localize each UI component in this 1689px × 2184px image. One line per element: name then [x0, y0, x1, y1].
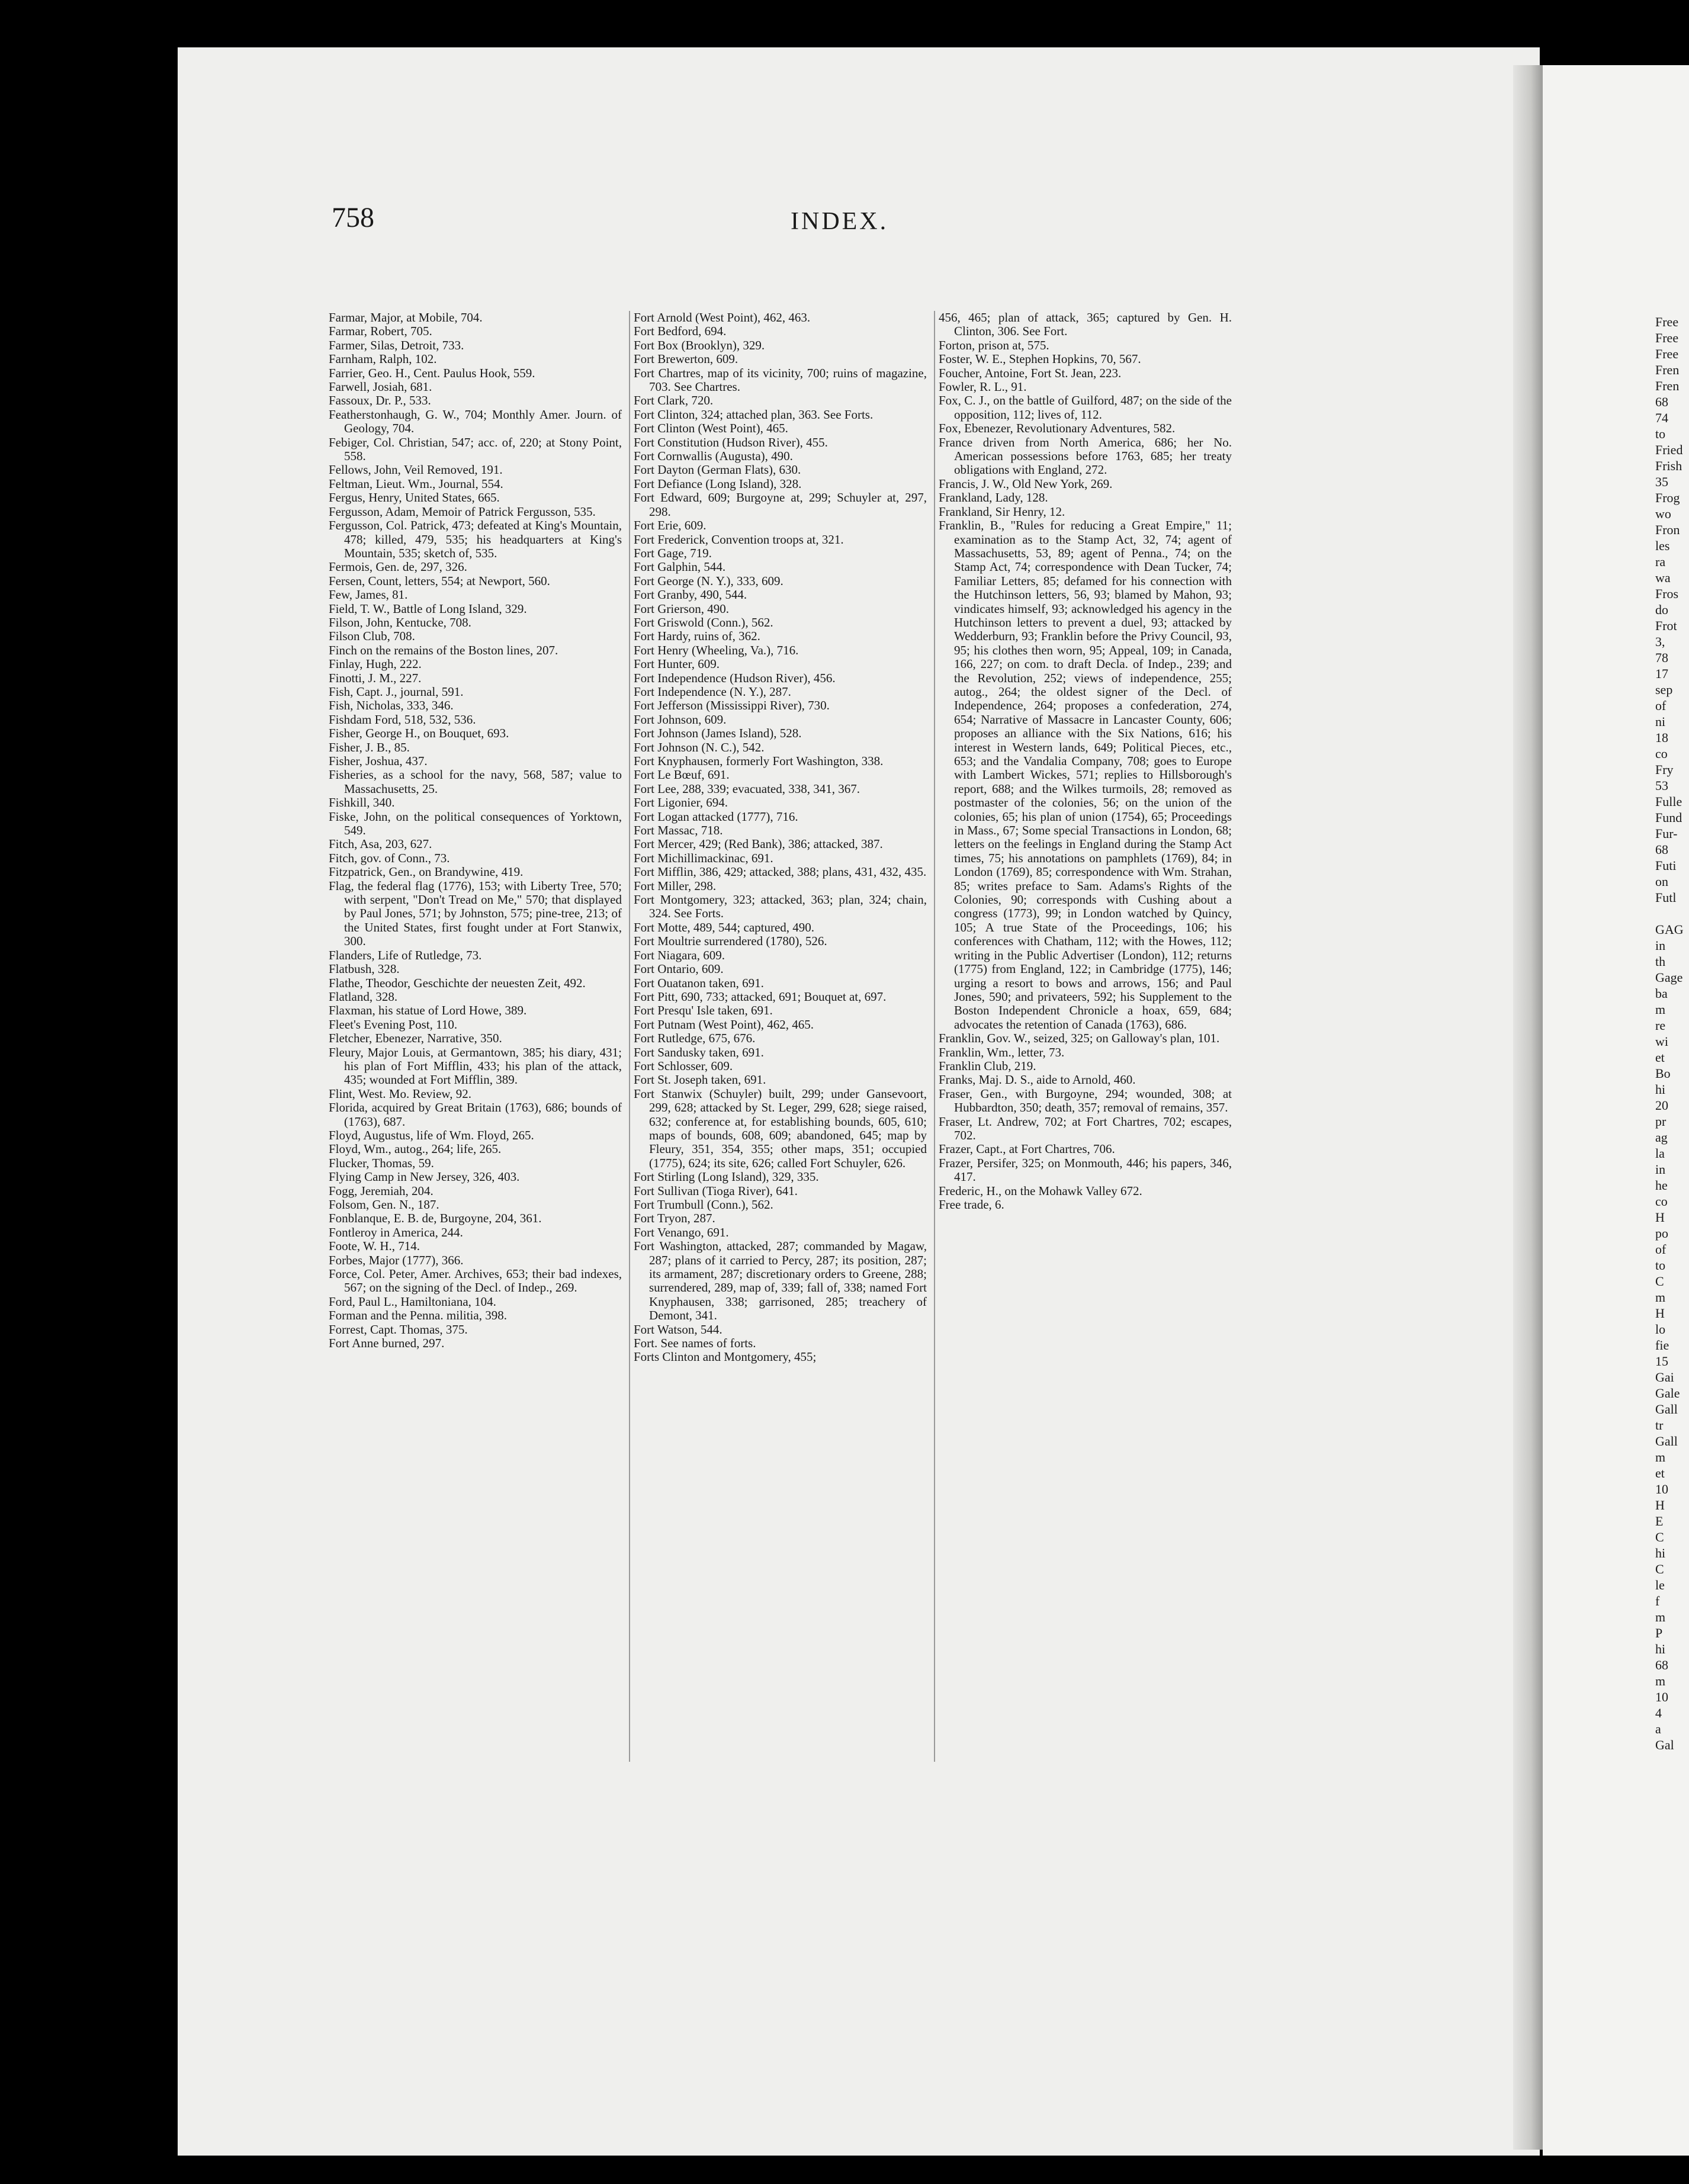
facing-page-fragment: a — [1655, 1721, 1661, 1736]
facing-page-fragment: Fund — [1655, 810, 1682, 825]
index-entry: Fort Henry (Wheeling, Va.), 716. — [634, 643, 799, 657]
index-entry: Fort Venango, 691. — [634, 1225, 729, 1239]
index-entry: Fergusson, Adam, Memoir of Patrick Fergusson, 535. — [329, 504, 596, 519]
facing-page-fragment: E — [1655, 1514, 1664, 1528]
index-entry: Frederic, H., on the Mohawk Valley 672. — [939, 1183, 1142, 1198]
facing-page-fragment: C — [1655, 1530, 1664, 1544]
index-entry: Finch on the remains of the Boston lines, 207. — [329, 643, 558, 657]
index-entry: Fort Box (Brooklyn), 329. — [634, 338, 765, 352]
index-entry: Farmar, Robert, 705. — [329, 324, 432, 339]
index-entry: Fort Le Bœuf, 691. — [634, 767, 730, 782]
index-entry: Franklin Club, 219. — [939, 1058, 1036, 1073]
index-entry: Franks, Maj. D. S., aide to Arnold, 460. — [939, 1072, 1136, 1087]
index-entry: Finotti, J. M., 227. — [329, 670, 422, 685]
facing-page-fragment: wo — [1655, 506, 1671, 521]
index-entry: Fontleroy in America, 244. — [329, 1225, 463, 1239]
column-rule — [629, 311, 630, 1762]
index-entry: Fitzpatrick, Gen., on Brandywine, 419. — [329, 865, 524, 879]
index-entry: Fort Putnam (West Point), 462, 465. — [634, 1017, 814, 1032]
index-entry: Fergus, Henry, United States, 665. — [329, 490, 500, 505]
index-entry: Fort Brewerton, 609. — [634, 352, 738, 367]
facing-page-fragment: pr — [1655, 1114, 1666, 1129]
facing-page-fragment: co — [1655, 746, 1668, 761]
index-entry: Franklin, B., "Rules for reducing a Great Empire," 11; examination as to the Stamp Act, 32, 74; agent of Massachusetts, 53, 89; agent of Penna., 74; on the Stamp Act, 74; correspondence with Dean Tucker, 74; Familiar Letters, 85; defamed for his connection with the Hutchinson letters, 56, 93; blamed by Mahon, 93; vindicates himself, 93; acknowledged his agency in the Hutchinson letters to prevent a duel, 93; attacked by Wedderburn, 93; Franklin before the Privy Council, 93, 95; his clothes then worn, 95; Appeal, 109; in Canada, 166, 227; on com. to draft Decla. of Indep., 239; and the Revolution, 252; views of independence, 255; autog., 264; the oldest signer of the Decl. of Independence, 264; proposes a confederation, 274, 654; Narrative of Massacre in Lancaster County, 606; proposes an alliance with the Six Nations, 616; his interest in Western lands, 649; Political Pieces, etc., 653; and the Vandalia Company, 708; goes to Europe with Lambert Wickes, 571; replies to Hillsborough's report, 688; and the Wilkes turmoils, 28; removed as postmaster of the colonies, 56; on the union of the colonies, 65; his plan of union (1754), 65; Proceedings in Mass., 67; Some special Transactions in London, 68; letters on the feelings in England during the Stamp Act times, 75; his annotations on pamphlets (1769), 84; in London (1769), 85; correspondence with Wm. Strahan, 85; writes preface to Sam. Adams's Rights of the Colonies, 90; corresponds with Cushing about a congress (1773), 99; in London watched by Quincy, 105; A true State of the Proceedings, 106; his conferences with Chatham, 112; with the Howes, 112; writing in the Public Advertiser (London), 112; returns (1775) from England, 122; in Cambridge (1775), 146; urging a resort to bows and arrows, 156; and Paul Jones, 590; and privateers, 592; his Supplement to the Boston Independent Chronicle a hoax, 659, 684; advocates the retention of Canada (1763), 686. — [939, 518, 1232, 1032]
facing-page-fragment: 20 — [1655, 1098, 1668, 1113]
running-head: INDEX. — [791, 208, 889, 235]
index-entry: Fort Griswold (Conn.), 562. — [634, 615, 773, 629]
index-entry: Farmer, Silas, Detroit, 733. — [329, 338, 464, 352]
facing-page-fragment: Fron — [1655, 522, 1680, 537]
facing-page-fragment: Futi — [1655, 858, 1677, 873]
facing-page-fragment: 35 — [1655, 474, 1668, 489]
index-entry: Ford, Paul L., Hamiltoniana, 104. — [329, 1294, 496, 1309]
index-entry: Farnham, Ralph, 102. — [329, 352, 437, 367]
index-entry: Fort Granby, 490, 544. — [634, 587, 747, 602]
index-entry: Fitch, Asa, 203, 627. — [329, 837, 432, 852]
index-entry: Fort Anne burned, 297. — [329, 1336, 445, 1351]
facing-page-fragment: C — [1655, 1562, 1664, 1576]
facing-page-fragment: wa — [1655, 570, 1671, 585]
index-entry: Fergusson, Col. Patrick, 473; defeated at King's Mountain, 478; killed, 479, 535; his headquarters at King's Mountain, 535; sketch of, 535. — [329, 518, 622, 560]
index-entry: Flanders, Life of Rutledge, 73. — [329, 948, 482, 962]
index-entry: Farwell, Josiah, 681. — [329, 380, 432, 394]
index-entry: Fassoux, Dr. P., 533. — [329, 393, 431, 408]
facing-page-fragment: Fur- — [1655, 826, 1678, 841]
index-entry: Florida, acquired by Great Britain (1763), 686; bounds of (1763), 687. — [329, 1100, 622, 1129]
index-entry: Fonblanque, E. B. de, Burgoyne, 204, 361. — [329, 1211, 542, 1226]
facing-page-fragment: hi — [1655, 1082, 1666, 1097]
facing-page-fragment: th — [1655, 954, 1666, 969]
facing-page-fragment: to — [1655, 1258, 1666, 1273]
index-entry: Fort Stirling (Long Island), 329, 335. — [634, 1170, 819, 1184]
facing-page-fragment: Fried — [1655, 442, 1683, 457]
index-entry: Finlay, Hugh, 222. — [329, 657, 422, 672]
facing-page-fragment: le — [1655, 1578, 1665, 1592]
facing-page-fragment: in — [1655, 938, 1666, 953]
index-entry: Fort Gage, 719. — [634, 545, 712, 560]
index-column-2 — [634, 311, 927, 1364]
facing-page-fragment: ni — [1655, 714, 1666, 729]
index-entry: Fish, Capt. J., journal, 591. — [329, 684, 464, 699]
index-entry: Foote, W. H., 714. — [329, 1239, 420, 1254]
facing-page-fragment: ra — [1655, 554, 1666, 569]
index-entry: Fort Miller, 298. — [634, 878, 717, 893]
facing-page-fragment: of — [1655, 1242, 1666, 1257]
index-entry: Fort Cornwallis (Augusta), 490. — [634, 449, 793, 464]
facing-page-fragment: ag — [1655, 1130, 1668, 1145]
facing-page-fragment: tr — [1655, 1418, 1664, 1433]
index-entry: Fort Galphin, 544. — [634, 560, 726, 574]
index-entry: Fort Rutledge, 675, 676. — [634, 1031, 756, 1046]
index-entry: Frazer, Capt., at Fort Chartres, 706. — [939, 1142, 1115, 1157]
index-entry: Fletcher, Ebenezer, Narrative, 350. — [329, 1031, 502, 1046]
index-entry: Flatland, 328. — [329, 989, 398, 1004]
index-entry: Flying Camp in New Jersey, 326, 403. — [329, 1170, 520, 1184]
index-entry: Force, Col. Peter, Amer. Archives, 653; their bad indexes, 567; on the signing of the Decl. of Indep., 269. — [329, 1267, 622, 1295]
facing-page-fragment: Frish — [1655, 458, 1682, 473]
facing-page-fragment: Fros — [1655, 586, 1679, 601]
index-entry: Fort Defiance (Long Island), 328. — [634, 476, 802, 491]
index-entry: Fort Johnson (N. C.), 542. — [634, 740, 765, 754]
facing-page-fragment: H — [1655, 1210, 1665, 1225]
facing-page — [1543, 65, 1689, 2156]
index-entry: Fort Independence (Hudson River), 456. — [634, 670, 836, 685]
index-entry: Fraser, Lt. Andrew, 702; at Fort Chartres, 702; escapes, 702. — [939, 1114, 1232, 1142]
index-entry: Fort Moultrie surrendered (1780), 526. — [634, 934, 827, 949]
index-entry: Fort Johnson, 609. — [634, 712, 727, 727]
facing-page-fragment: lo — [1655, 1322, 1666, 1337]
index-entry: Foucher, Antoine, Fort St. Jean, 223. — [939, 365, 1122, 380]
facing-page-fragment: f — [1655, 1594, 1660, 1608]
facing-page-fragment: et — [1655, 1050, 1665, 1065]
index-entry: Fermois, Gen. de, 297, 326. — [329, 560, 467, 574]
facing-page-fragment: wi — [1655, 1034, 1668, 1049]
facing-page-fragment: Gale — [1655, 1386, 1680, 1401]
facing-page-fragment: et — [1655, 1466, 1665, 1480]
facing-page-fragment: 15 — [1655, 1354, 1668, 1369]
index-entry: Fort Constitution (Hudson River), 455. — [634, 435, 828, 449]
index-entry: Fort Watson, 544. — [634, 1322, 723, 1337]
index-entry: France driven from North America, 686; her No. American possessions before 1763, 685; her treaty obligations with England, 272. — [939, 435, 1232, 477]
facing-page-fragment: 3, — [1655, 634, 1665, 649]
index-entry: Folsom, Gen. N., 187. — [329, 1197, 439, 1212]
index-entry: Fox, Ebenezer, Revolutionary Adventures, 582. — [939, 421, 1176, 436]
index-entry: Fort Grierson, 490. — [634, 601, 729, 616]
facing-page-fragment: GAG — [1655, 922, 1684, 937]
facing-page-fragment: ba — [1655, 986, 1668, 1001]
index-entry: Fort Clark, 720. — [634, 393, 714, 408]
facing-page-fragment: 68 — [1655, 842, 1668, 857]
index-entry: Fort. See names of forts. — [634, 1336, 756, 1351]
index-entry: Fleet's Evening Post, 110. — [329, 1017, 458, 1032]
index-entry: Fort Chartres, map of its vicinity, 700; ruins of magazine, 703. See Chartres. — [634, 365, 927, 394]
index-entry: Fort Jefferson (Mississippi River), 730. — [634, 698, 830, 713]
index-entry: Febiger, Col. Christian, 547; acc. of, 220; at Stony Point, 558. — [329, 435, 622, 464]
facing-page-fragment: on — [1655, 874, 1668, 889]
index-column-1 — [329, 311, 622, 1350]
facing-page-fragment: do — [1655, 602, 1668, 617]
index-entry: Fort Sandusky taken, 691. — [634, 1045, 764, 1059]
index-entry: 456, 465; plan of attack, 365; captured by Gen. H. Clinton, 306. See Fort. — [939, 310, 1232, 339]
index-entry: Fersen, Count, letters, 554; at Newport, 560. — [329, 573, 550, 588]
index-entry: Franklin, Wm., letter, 73. — [939, 1045, 1065, 1059]
index-entry: Franklin, Gov. W., seized, 325; on Galloway's plan, 101. — [939, 1031, 1220, 1046]
facing-page-fragment: 68 — [1655, 394, 1668, 409]
facing-page-fragment: in — [1655, 1162, 1666, 1177]
facing-page-fragment: of — [1655, 698, 1666, 713]
index-entry: Fiske, John, on the political consequences of Yorktown, 549. — [329, 809, 622, 838]
facing-page-fragment: H — [1655, 1498, 1665, 1512]
facing-page-fragment: C — [1655, 1274, 1664, 1289]
index-entry: Fort George (N. Y.), 333, 609. — [634, 573, 784, 588]
facing-page-fragment: 18 — [1655, 730, 1668, 745]
facing-page-fragment: m — [1655, 1610, 1666, 1624]
facing-page-fragment: 78 — [1655, 650, 1668, 665]
facing-page-fragment: 53 — [1655, 778, 1668, 793]
facing-page-fragment: Gage — [1655, 970, 1683, 985]
index-entry: Few, James, 81. — [329, 587, 408, 602]
index-entry: Fort Frederick, Convention troops at, 321. — [634, 532, 844, 547]
index-entry: Fort Washington, attacked, 287; commanded by Magaw, 287; plans of it carried to Percy, 287; its position, 287; its armament, 287; discretionary orders to Greene, 288; surrendered, 289, map of, 339; fall of, 338; named Fort Knyphausen, 338; garrisoned, 285; treachery of Demont, 341. — [634, 1239, 927, 1323]
index-entry: Fitch, gov. of Conn., 73. — [329, 850, 450, 865]
index-entry: Farrier, Geo. H., Cent. Paulus Hook, 559. — [329, 365, 535, 380]
facing-page-fragment: m — [1655, 1290, 1666, 1305]
index-entry: Fisher, J. B., 85. — [329, 740, 410, 754]
facing-page-fragment: hi — [1655, 1546, 1666, 1560]
index-entry: Fort Ligonier, 694. — [634, 795, 728, 810]
index-entry: Fort Mifflin, 386, 429; attacked, 388; plans, 431, 432, 435. — [634, 865, 927, 879]
index-entry: Fort Erie, 609. — [634, 518, 707, 533]
index-entry: Fort Bedford, 694. — [634, 324, 727, 339]
facing-page-fragment: P — [1655, 1626, 1663, 1640]
facing-page-fragment: Free — [1655, 314, 1679, 329]
index-entry: Fort Mercer, 429; (Red Bank), 386; attacked, 387. — [634, 837, 883, 852]
facing-page-fragment: Gall — [1655, 1402, 1678, 1417]
index-entry: Fort Tryon, 287. — [634, 1211, 715, 1226]
facing-page-fragment: les — [1655, 538, 1670, 553]
facing-page-fragment: Gall — [1655, 1434, 1678, 1448]
facing-page-fragment: 10 — [1655, 1482, 1668, 1496]
facing-page-fragment: 17 — [1655, 666, 1668, 681]
index-entry: Floyd, Wm., autog., 264; life, 265. — [329, 1142, 502, 1157]
facing-page-fragment: sep — [1655, 682, 1673, 697]
facing-page-fragment: 10 — [1655, 1690, 1668, 1704]
index-entry: Flaxman, his statue of Lord Howe, 389. — [329, 1003, 527, 1018]
facing-page-fragment: re — [1655, 1018, 1666, 1033]
index-entry: Frankland, Sir Henry, 12. — [939, 504, 1065, 519]
index-entry: Fort Motte, 489, 544; captured, 490. — [634, 920, 815, 934]
index-entry: Fort Stanwix (Schuyler) built, 299; under Gansevoort, 299, 628; attacked by St. Leger, 299, 628; siege raised, 632; conference at, for establishing bounds, 605, 610; maps of bounds, 608, 609; abandoned, 645; map by Fleury, 351, 354, 355; other maps, 351; occupied (1775), 624; its site, 626; called Fort Schuyler, 626. — [634, 1086, 927, 1170]
facing-page-fragment: Gai — [1655, 1370, 1674, 1385]
index-entry: Forton, prison at, 575. — [939, 338, 1049, 352]
index-entry: Flint, West. Mo. Review, 92. — [329, 1086, 471, 1101]
index-entry: Francis, J. W., Old New York, 269. — [939, 476, 1113, 491]
index-entry: Frazer, Persifer, 325; on Monmouth, 446; his papers, 346, 417. — [939, 1155, 1232, 1184]
facing-page-fragment: Gal — [1655, 1737, 1674, 1752]
facing-page-fragment: fie — [1655, 1338, 1669, 1353]
facing-page-fragment: Free — [1655, 330, 1679, 345]
index-entry: Filson, John, Kentucke, 708. — [329, 615, 471, 629]
index-entry: Fisheries, as a school for the navy, 568, 587; value to Massachusetts, 25. — [329, 767, 622, 796]
facing-page-fragments — [1655, 314, 1689, 1753]
facing-page-fragment: 68 — [1655, 1658, 1668, 1672]
facing-page-fragment: Futl — [1655, 890, 1677, 905]
index-entry: Fort Ouatanon taken, 691. — [634, 975, 764, 990]
index-entry: Fisher, Joshua, 437. — [329, 754, 428, 768]
index-entry: Floyd, Augustus, life of Wm. Floyd, 265. — [329, 1128, 534, 1142]
facing-page-fragment: H — [1655, 1306, 1665, 1321]
index-entry: Fort Pitt, 690, 733; attacked, 691; Bouquet at, 697. — [634, 989, 887, 1004]
facing-page-fragment: po — [1655, 1226, 1668, 1241]
facing-page-fragment: to — [1655, 426, 1666, 441]
index-entry: Fort Montgomery, 323; attacked, 363; plan, 324; chain, 324. See Forts. — [634, 892, 927, 921]
index-entry: Filson Club, 708. — [329, 629, 415, 644]
index-entry: Fort St. Joseph taken, 691. — [634, 1072, 766, 1087]
facing-page-fragment: Fulle — [1655, 794, 1682, 809]
page-number: 758 — [332, 202, 374, 233]
facing-page-fragment — [1655, 905, 1689, 921]
index-entry: Forbes, Major (1777), 366. — [329, 1252, 464, 1267]
index-entry: Fort Trumbull (Conn.), 562. — [634, 1197, 773, 1212]
index-entry: Fort Logan attacked (1777), 716. — [634, 809, 798, 824]
index-entry: Forrest, Capt. Thomas, 375. — [329, 1322, 468, 1337]
index-entry: Flatbush, 328. — [329, 962, 400, 977]
index-entry: Flag, the federal flag (1776), 153; with Liberty Tree, 570; with serpent, "Don't Tread on Me," 570; that displayed by Paul Jones, 571; by Johnston, 575; pine-tree, 213; of the United States, first fought under at Fort Stanwix, 300. — [329, 878, 622, 949]
facing-page-fragment: m — [1655, 1450, 1666, 1464]
facing-page-fragment: la — [1655, 1146, 1665, 1161]
index-entry: Fox, C. J., on the battle of Guilford, 487; on the side of the opposition, 112; lives of, 112. — [939, 393, 1232, 422]
index-entry: Foster, W. E., Stephen Hopkins, 70, 567. — [939, 352, 1141, 367]
index-entry: Fort Hardy, ruins of, 362. — [634, 629, 760, 644]
index-entry: Fogg, Jeremiah, 204. — [329, 1183, 434, 1198]
index-entry: Fort Massac, 718. — [634, 823, 723, 838]
index-entry: Fisher, George H., on Bouquet, 693. — [329, 726, 509, 741]
index-entry: Farmar, Major, at Mobile, 704. — [329, 310, 483, 325]
facing-page-fragment: Bo — [1655, 1066, 1671, 1081]
index-entry: Fellows, John, Veil Removed, 191. — [329, 463, 503, 477]
index-entry: Fort Schlosser, 609. — [634, 1058, 733, 1073]
index-entry: Fort Dayton (German Flats), 630. — [634, 463, 801, 477]
facing-page-fragment: 4 — [1655, 1706, 1662, 1720]
index-entry: Feltman, Lieut. Wm., Journal, 554. — [329, 476, 503, 491]
index-column-3 — [939, 311, 1232, 1212]
index-entry: Fraser, Gen., with Burgoyne, 294; wounded, 308; at Hubbardton, 350; death, 357; removal of remains, 357. — [939, 1086, 1232, 1115]
index-entry: Featherstonhaugh, G. W., 704; Monthly Amer. Journ. of Geology, 704. — [329, 407, 622, 436]
index-entry: Fort Presqu' Isle taken, 691. — [634, 1003, 773, 1018]
index-entry: Fishkill, 340. — [329, 795, 395, 810]
index-entry: Fort Edward, 609; Burgoyne at, 299; Schuyler at, 297, 298. — [634, 490, 927, 519]
index-entry: Fort Sullivan (Tioga River), 641. — [634, 1183, 798, 1198]
index-entry: Fort Hunter, 609. — [634, 657, 720, 672]
index-entry: Fishdam Ford, 518, 532, 536. — [329, 712, 476, 727]
index-entry: Fort Ontario, 609. — [634, 962, 724, 977]
facing-page-fragment: m — [1655, 1002, 1666, 1017]
index-entry: Fleury, Major Louis, at Germantown, 385; his diary, 431; his plan of Fort Mifflin, 433; his plan of the attack, 435; wounded at Fort Mifflin, 389. — [329, 1045, 622, 1087]
index-entry: Fort Independence (N. Y.), 287. — [634, 684, 791, 699]
index-entry: Fort Lee, 288, 339; evacuated, 338, 341, 367. — [634, 781, 860, 796]
facing-page-fragment: Frot — [1655, 618, 1677, 633]
index-entry: Fort Michillimackinac, 691. — [634, 850, 773, 865]
index-entry: Forman and the Penna. militia, 398. — [329, 1308, 507, 1323]
index-entry: Fowler, R. L., 91. — [939, 380, 1027, 394]
index-entry: Frankland, Lady, 128. — [939, 490, 1048, 505]
facing-page-fragment: Fry — [1655, 762, 1674, 777]
column-rule — [934, 311, 935, 1762]
index-entry: Fort Clinton, 324; attached plan, 363. See Forts. — [634, 407, 874, 422]
index-entry: Fort Niagara, 609. — [634, 948, 725, 962]
index-entry: Fort Knyphausen, formerly Fort Washington, 338. — [634, 754, 884, 768]
facing-page-fragment: Frog — [1655, 490, 1680, 505]
index-entry: Fort Johnson (James Island), 528. — [634, 726, 802, 741]
index-entry: Field, T. W., Battle of Long Island, 329. — [329, 601, 527, 616]
facing-page-fragment: co — [1655, 1194, 1668, 1209]
index-entry: Forts Clinton and Montgomery, 455; — [634, 1350, 817, 1364]
index-entry: Flathe, Theodor, Geschichte der neuesten Zeit, 492. — [329, 975, 586, 990]
facing-page-fragment: Free — [1655, 346, 1679, 361]
index-entry: Flucker, Thomas, 59. — [329, 1155, 434, 1170]
facing-page-fragment: Fren — [1655, 362, 1680, 377]
facing-page-fragment: hi — [1655, 1642, 1666, 1656]
index-entry: Fort Clinton (West Point), 465. — [634, 421, 788, 436]
page-gutter — [1513, 65, 1543, 2150]
facing-page-fragment: Fren — [1655, 378, 1680, 393]
facing-page-fragment: 74 — [1655, 410, 1668, 425]
index-entry: Free trade, 6. — [939, 1197, 1004, 1212]
facing-page-fragment: he — [1655, 1178, 1668, 1193]
index-entry: Fish, Nicholas, 333, 346. — [329, 698, 454, 713]
index-entry: Fort Arnold (West Point), 462, 463. — [634, 310, 811, 325]
facing-page-fragment: m — [1655, 1674, 1666, 1688]
